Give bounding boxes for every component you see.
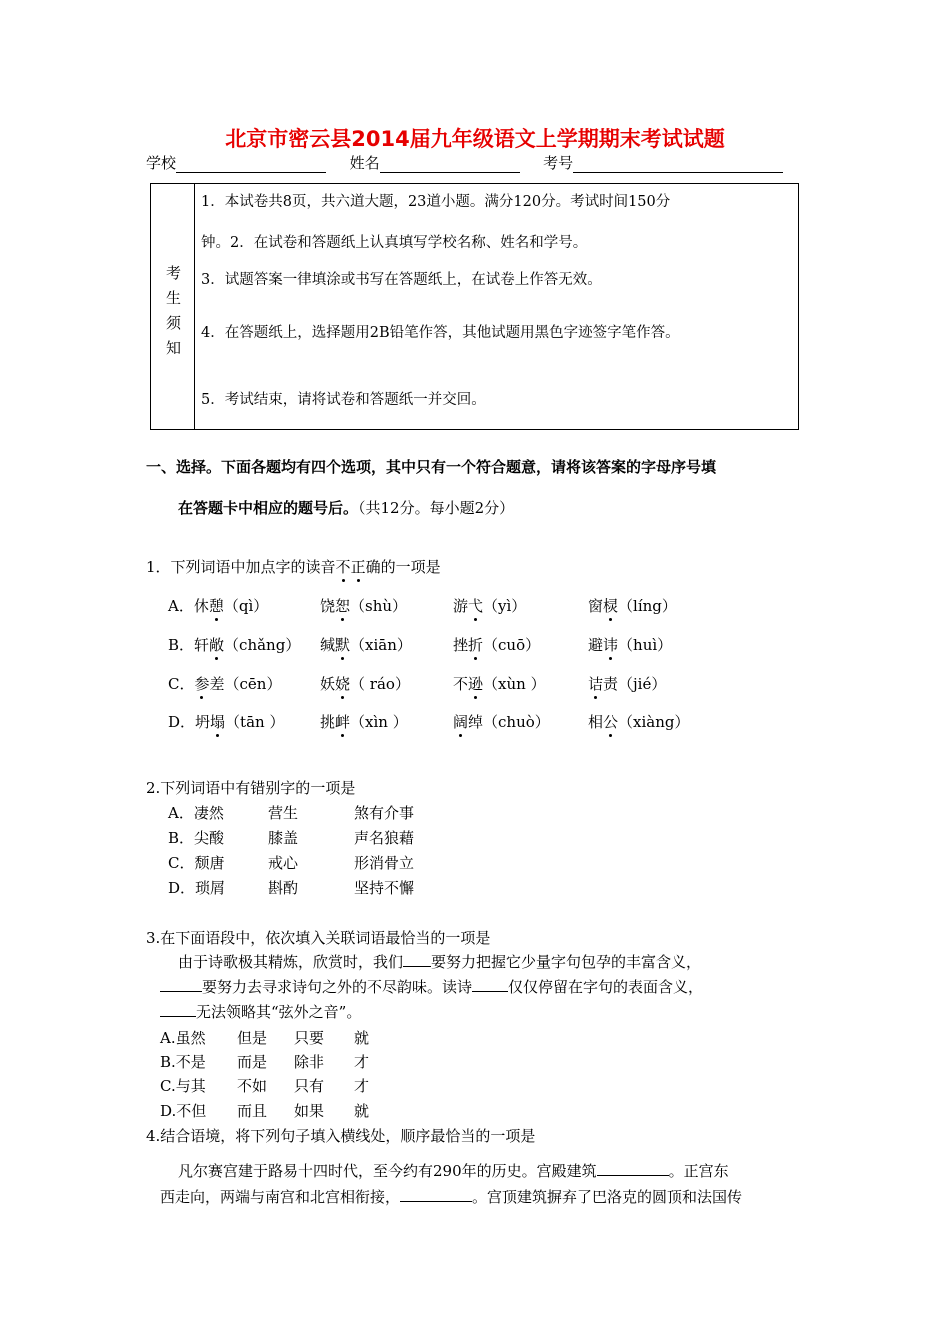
option-text: B.不是 xyxy=(160,1053,206,1071)
option-text: C． xyxy=(168,675,195,693)
fill-blank[interactable] xyxy=(160,1002,196,1017)
dotted-char: 逊 xyxy=(468,675,484,693)
dotted-char: 敞 xyxy=(209,636,225,654)
option-text: 才 xyxy=(354,1077,370,1095)
section-heading: 一、选择。下面各题均有四个选项，其中只有一个符合题意，请将该答案的字母序号填 xyxy=(146,458,717,476)
option-text: 营生 xyxy=(268,804,299,822)
pinyin: （xùn ） xyxy=(483,675,546,693)
fill-blank[interactable] xyxy=(472,977,508,992)
pinyin: （xiàng） xyxy=(618,713,690,731)
q3-stem: 3.在下面语段中，依次填入关联词语最恰当的一项是 xyxy=(146,929,491,947)
passage-text: 仅仅停留在字句的表面含义， xyxy=(508,978,704,996)
pinyin: （cuō） xyxy=(483,636,541,654)
option-text: 就 xyxy=(354,1029,370,1047)
q1-stem-text: 1．下列词语中加点字的读音 xyxy=(146,558,336,576)
q4-passage-line xyxy=(178,1160,729,1181)
pinyin: （chǎng） xyxy=(224,636,301,654)
notice-line: 4．在答题纸上，选择题用2B铅笔作答，其他试题用黑色字迹签字笔作答。 xyxy=(201,325,680,341)
q1-stem-dotted: 不 xyxy=(335,558,351,576)
option-text: 挫 xyxy=(453,636,469,654)
dotted-char: 默 xyxy=(335,636,351,654)
option-text: D.不但 xyxy=(160,1102,207,1120)
option-text: 煞有介事 xyxy=(354,804,415,822)
exam-no-field[interactable] xyxy=(573,156,783,173)
q3-passage-line xyxy=(160,1001,361,1022)
notice-line: 1．本试卷共8页，共六道大题，23道小题。满分120分。考试时间150分 xyxy=(201,194,671,210)
option-text: D．琐屑 xyxy=(168,879,226,897)
option-text: C．颓唐 xyxy=(168,854,225,872)
dotted-char: 讳 xyxy=(603,636,619,654)
q3-passage-line xyxy=(178,951,701,972)
option-text: A．凄然 xyxy=(168,804,224,822)
passage-text: 无法领略其“弦外之音”。 xyxy=(196,1003,362,1021)
notice-label-char: 知 xyxy=(166,339,182,357)
option-text: A．休 xyxy=(168,597,209,615)
option-text: B．轩 xyxy=(168,636,210,654)
option-text: C.与其 xyxy=(160,1077,206,1095)
pinyin: （ ráo） xyxy=(350,675,410,693)
school-label: 学校 xyxy=(146,154,177,172)
pinyin: （líng） xyxy=(618,597,677,615)
option-text: B．尖酸 xyxy=(168,829,225,847)
notice-line: 3．试题答案一律填涂或书写在答题纸上，在试卷上作答无效。 xyxy=(201,272,602,288)
dotted-char: 憩 xyxy=(208,597,224,615)
option-text: 才 xyxy=(354,1053,370,1071)
option-text: 游 xyxy=(453,597,469,615)
pinyin: （tān ） xyxy=(225,713,285,731)
passage-text: 要努力把握它少量字句包孕的丰富含义， xyxy=(431,953,702,971)
passage-text: 。正宫东 xyxy=(668,1162,729,1180)
passage-text: 由于诗歌极其精炼，欣赏时，我们 xyxy=(178,953,404,971)
option-text: 斟酌 xyxy=(268,879,299,897)
option-text: 避 xyxy=(588,636,604,654)
q4-stem: 4.结合语境，将下列句子填入横线处，顺序最恰当的一项是 xyxy=(146,1127,536,1145)
q4-passage-line xyxy=(160,1186,742,1207)
dotted-char: 棂 xyxy=(603,597,619,615)
option-text: 戒心 xyxy=(268,854,299,872)
option-text: 膝盖 xyxy=(268,829,299,847)
fill-blank[interactable] xyxy=(160,977,202,992)
option-text: 就 xyxy=(354,1102,370,1120)
notice-line: 钟。2．在试卷和答题纸上认真填写学校名称、姓名和学号。 xyxy=(201,235,588,251)
pinyin: （xiān） xyxy=(350,636,412,654)
passage-text: 。宫顶建筑摒弃了巴洛克的圆顶和法国传 xyxy=(472,1188,743,1206)
option-text: 但是 xyxy=(237,1029,268,1047)
exam-no-label: 考号 xyxy=(543,154,574,172)
notice-line: 5．考试结束，请将试卷和答题纸一并交回。 xyxy=(201,392,486,408)
pinyin: （xìn ） xyxy=(350,713,408,731)
dotted-char: 参 xyxy=(194,675,210,693)
notice-label-column xyxy=(151,184,195,429)
option-text: 挑 xyxy=(320,713,336,731)
dotted-char: 诘 xyxy=(588,675,604,693)
option-text: 除非 xyxy=(294,1053,325,1071)
q1-stem xyxy=(146,556,441,577)
section-score-note: （共12分。每小题2分） xyxy=(358,499,515,517)
option-text: 如果 xyxy=(294,1102,325,1120)
option-text: 形消骨立 xyxy=(354,854,415,872)
name-field[interactable] xyxy=(380,156,520,173)
option-text: 不如 xyxy=(237,1077,268,1095)
notice-label-char: 须 xyxy=(166,314,182,332)
fill-blank[interactable] xyxy=(400,1187,472,1202)
option-text: 声名狼藉 xyxy=(354,829,415,847)
school-field[interactable] xyxy=(176,156,326,173)
fill-blank[interactable] xyxy=(403,952,431,967)
pinyin: （qì） xyxy=(223,597,269,615)
q1-stem-dotted: 正 xyxy=(350,558,366,576)
pinyin: （shù） xyxy=(350,597,408,615)
option-text: 只要 xyxy=(294,1029,325,1047)
pinyin: （yì） xyxy=(483,597,527,615)
section-heading-cont xyxy=(178,497,514,518)
q1-stem-text: 确的一项是 xyxy=(365,558,441,576)
dotted-char: 塌 xyxy=(210,713,226,731)
option-text: 坚持不懈 xyxy=(354,879,415,897)
option-text: 而且 xyxy=(237,1102,268,1120)
option-text: 不 xyxy=(453,675,469,693)
section-heading-bold: 在答题卡中相应的题号后。 xyxy=(178,499,359,517)
pinyin: 绰（chuò） xyxy=(468,713,550,731)
notice-box xyxy=(150,183,799,430)
notice-label-char: 考 xyxy=(166,264,182,282)
page-title: 北京市密云县2014届九年级语文上学期期末考试试题 xyxy=(225,127,725,151)
passage-text: 西走向，两端与南宫和北宫相衔接， xyxy=(160,1188,401,1206)
pinyin: 责（jié） xyxy=(603,675,667,693)
option-text: 只有 xyxy=(294,1077,325,1095)
pinyin: （huì） xyxy=(618,636,673,654)
dotted-char: 恕 xyxy=(335,597,351,615)
option-text: 缄 xyxy=(320,636,336,654)
fill-blank[interactable] xyxy=(597,1161,669,1176)
dotted-char: 折 xyxy=(468,636,484,654)
dotted-char: 公 xyxy=(603,713,619,731)
notice-label-char: 生 xyxy=(166,289,182,307)
dotted-char: 娆 xyxy=(335,675,351,693)
dotted-char: 衅 xyxy=(335,713,351,731)
option-text: 妖 xyxy=(320,675,336,693)
dotted-char: 阔 xyxy=(453,713,469,731)
option-text: 而是 xyxy=(237,1053,268,1071)
passage-text: 凡尔赛宫建于路易十四时代，至今约有290年的历史。宫殿建筑 xyxy=(178,1162,597,1180)
q2-stem: 2.下列词语中有错别字的一项是 xyxy=(146,779,356,797)
option-text: 窗 xyxy=(588,597,604,615)
option-text: 饶 xyxy=(320,597,336,615)
q3-passage-line xyxy=(160,976,703,997)
name-label: 姓名 xyxy=(349,154,380,172)
dotted-char: 弋 xyxy=(468,597,484,615)
option-text: 相 xyxy=(588,713,604,731)
pinyin: 差（cēn） xyxy=(209,675,282,693)
option-text: D．坍 xyxy=(168,713,211,731)
passage-text: 要努力去寻求诗句之外的不尽韵味。读诗 xyxy=(202,978,473,996)
option-text: A.虽然 xyxy=(160,1029,206,1047)
header-fields xyxy=(146,152,783,173)
